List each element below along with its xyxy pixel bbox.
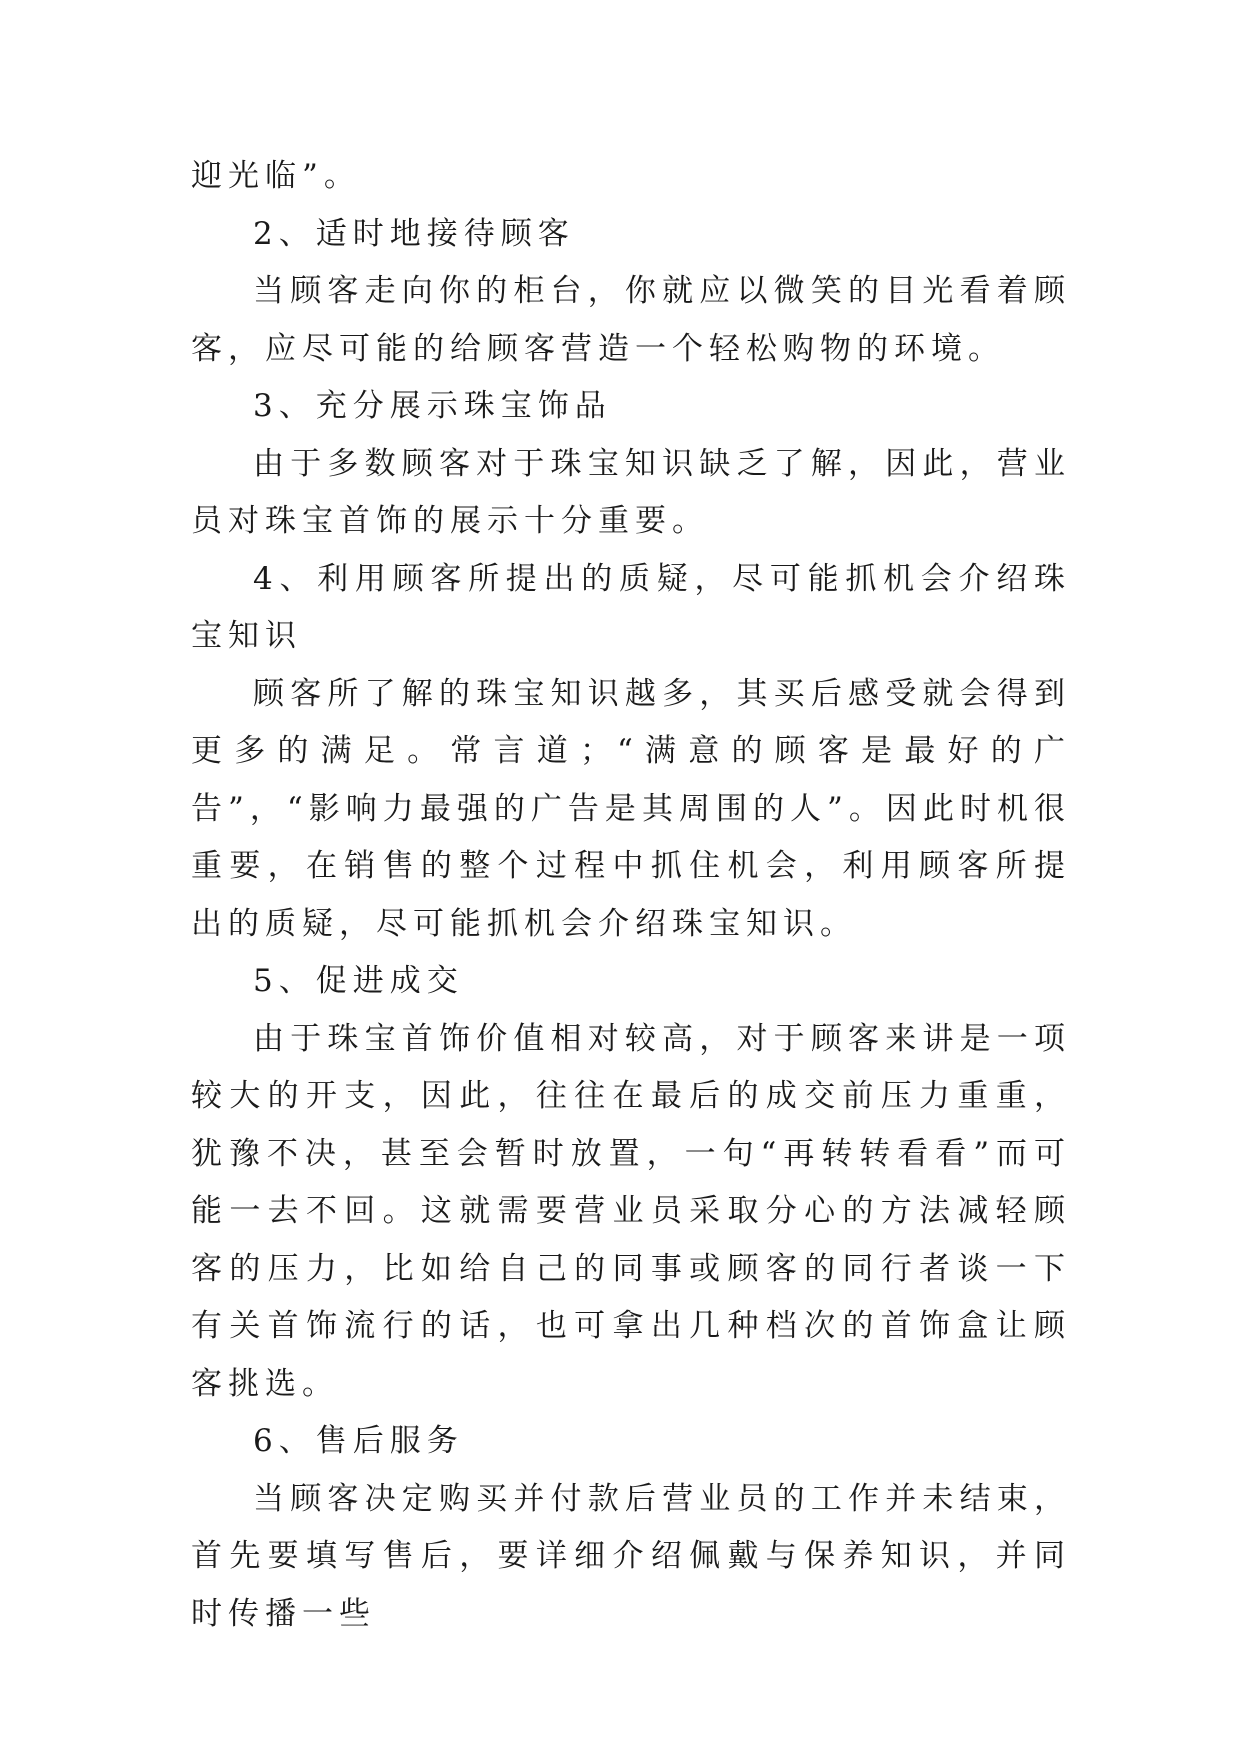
paragraph-continuation: 迎光临”。 [191, 158, 361, 194]
section-heading-3: 3、充分展示珠宝饰品 [253, 388, 612, 424]
section-heading-5: 5、促进成交 [253, 963, 464, 999]
paragraph: 由于珠宝首饰价值相对较高，对于顾客来讲是一项较大的开支，因此，往往在最后的成交前压力重重，犹豫不决，甚至会暂时放置，一句“再转转看看”而可能一去不回。这就需要营业员采取分心的方法减轻顾客的压力，比如给自己的同事或顾客的同行者谈一下有关首饰流行的话，也可拿出几种档次的首饰盒让顾客挑选。 [191, 1020, 1071, 1402]
document-body [191, 148, 1071, 1643]
section-heading-2: 2、适时地接待顾客 [253, 215, 575, 252]
paragraph: 顾客所了解的珠宝知识越多，其买后感受就会得到更多的满足。常言道；“满意的顾客是最好的广告”，“影响力最强的广告是其周围的人”。因此时机很重要，在销售的整个过程中抓住机会，利用顾客所提出的质疑，尽可能抓机会介绍珠宝知识。 [191, 675, 1071, 942]
section-heading-4: 4、利用顾客所提出的质疑，尽可能抓机会介绍珠宝知识 [191, 560, 1071, 654]
section-heading-6: 6、售后服务 [253, 1423, 464, 1459]
paragraph: 当顾客走向你的柜台，你就应以微笑的目光看着顾客，应尽可能的给顾客营造一个轻松购物的环境。 [191, 273, 1071, 367]
paragraph: 当顾客决定购买并付款后营业员的工作并未结束，首先要填写售后，要详细介绍佩戴与保养知识，并同时传播一些 [191, 1480, 1071, 1632]
paragraph: 由于多数顾客对于珠宝知识缺乏了解，因此，营业员对珠宝首饰的展示十分重要。 [191, 445, 1071, 539]
